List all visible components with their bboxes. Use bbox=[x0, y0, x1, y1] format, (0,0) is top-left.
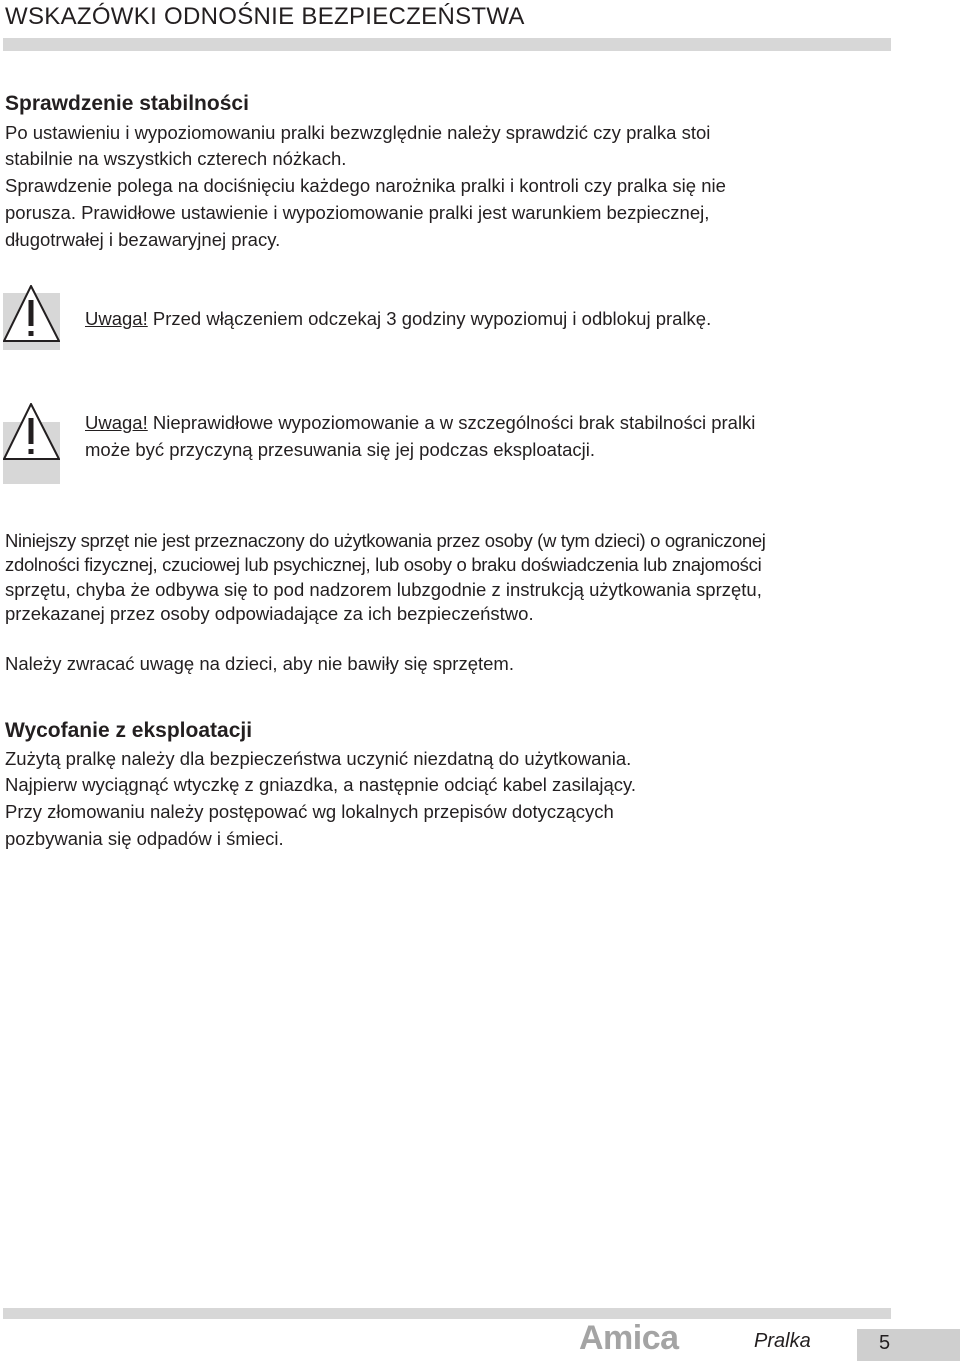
stability-heading: Sprawdzenie stabilności bbox=[5, 92, 249, 115]
warning-2-message-line-2: może być przyczyną przesuwania się jej podczas eksploatacji. bbox=[85, 439, 596, 460]
footer-divider-bar bbox=[3, 1308, 891, 1319]
page-title: WSKAZÓWKI ODNOŚNIE BEZPIECZEŃSTWA bbox=[5, 3, 525, 30]
warning-triangle-icon bbox=[3, 403, 60, 468]
stability-line: Po ustawieniu i wypoziomowaniu pralki bezwzględnie należy sprawdzić czy pralka stoi bbox=[5, 122, 711, 143]
page-number-box bbox=[857, 1329, 960, 1361]
title-divider-bar bbox=[3, 38, 891, 51]
brand-logo: Amica bbox=[579, 1319, 679, 1357]
warning-1-message: Przed włączeniem odczekaj 3 godziny wypoziomuj i odblokuj pralkę. bbox=[147, 308, 712, 329]
usage-line: sprzętu, chyba że odbywa się to pod nadzorem lubzgodnie z instrukcją użytkowania sprzętu, bbox=[5, 579, 762, 600]
stability-line: stabilnie na wszystkich czterech nóżkach. bbox=[5, 148, 347, 169]
stability-line: porusza. Prawidłowe ustawienie i wypoziomowanie pralki jest warunkiem bezpiecznej, bbox=[5, 202, 710, 223]
decommission-line: Przy złomowaniu należy postępować wg lokalnych przepisów dotyczących bbox=[5, 801, 614, 822]
warning-2-message: Nieprawidłowe wypoziomowanie a w szczególności brak stabilności pralki bbox=[147, 412, 756, 433]
usage-line: Niniejszy sprzęt nie jest przeznaczony do użytkowania przez osoby (w tym dzieci) o ograniczonej bbox=[5, 530, 766, 551]
warning-triangle-icon bbox=[3, 285, 60, 350]
footer-product-name: Pralka bbox=[754, 1330, 811, 1352]
warning-2-text bbox=[85, 410, 755, 436]
warning-1-text bbox=[85, 306, 711, 332]
warning-icon-block bbox=[3, 403, 60, 467]
warning-label: Uwaga! bbox=[85, 412, 148, 433]
stability-line: Sprawdzenie polega na dociśnięciu każdego narożnika pralki i kontroli czy pralka się nie bbox=[5, 175, 726, 196]
page-number: 5 bbox=[879, 1332, 891, 1354]
decommission-line: Zużytą pralkę należy dla bezpieczeństwa uczynić niezdatną do użytkowania. bbox=[5, 748, 632, 769]
stability-line: długotrwałej i bezawaryjnej pracy. bbox=[5, 229, 281, 250]
children-note: Należy zwracać uwagę na dzieci, aby nie bawiły się sprzętem. bbox=[5, 653, 514, 674]
decommission-heading: Wycofanie z eksploatacji bbox=[5, 719, 253, 742]
decommission-line: Najpierw wyciągnąć wtyczkę z gniazdka, a następnie odciąć kabel zasilający. bbox=[5, 774, 637, 795]
usage-line: zdolności fizycznej, czuciowej lub psychicznej, lub osoby o braku doświadczenia lub znajomości bbox=[5, 554, 762, 575]
decommission-line: pozbywania się odpadów i śmieci. bbox=[5, 828, 284, 849]
warning-label: Uwaga! bbox=[85, 308, 148, 329]
warning-icon-block bbox=[3, 285, 60, 349]
usage-line: przekazanej przez osoby odpowiadające za ich bezpieczeństwo. bbox=[5, 603, 534, 624]
